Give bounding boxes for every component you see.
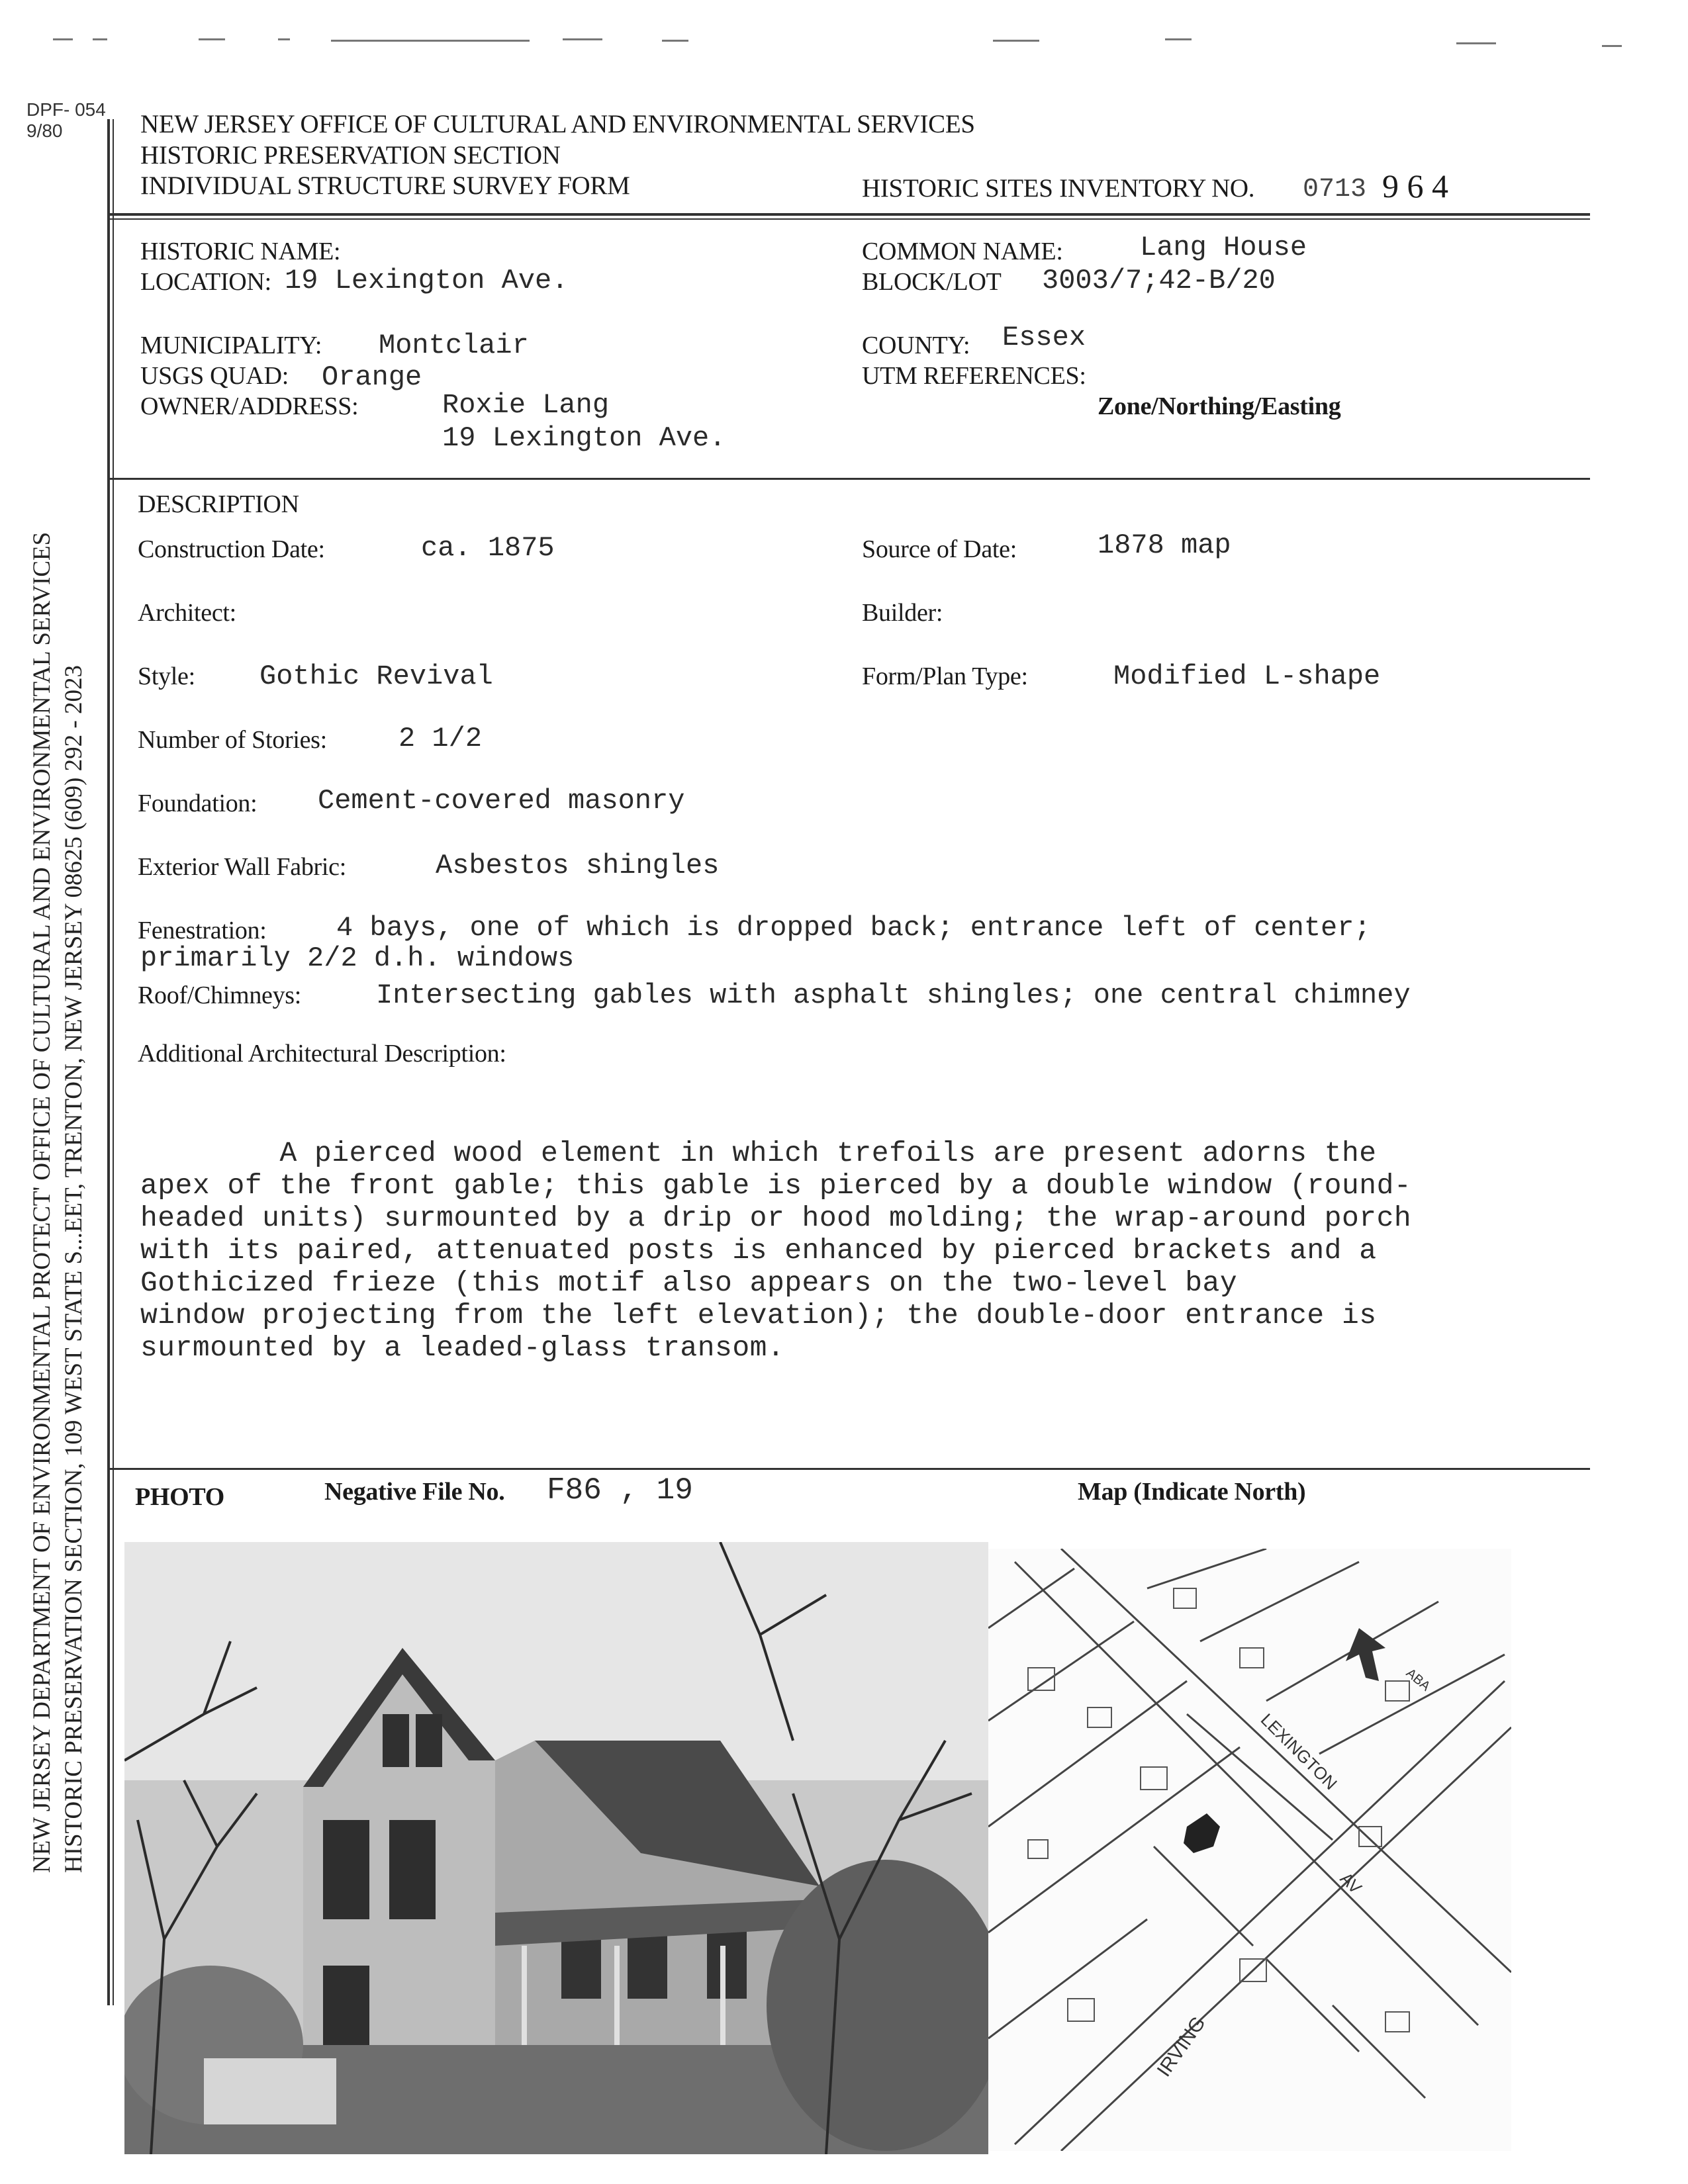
margin-address-line-2: HISTORIC PRESERVATION SECTION, 109 WEST STATE S...EET, TRENTON, NEW JERSEY 08625 (609) 292 - 2023: [60, 665, 87, 1873]
architect-label: Architect:: [138, 599, 236, 627]
form-title: INDIVIDUAL STRUCTURE SURVEY FORM: [140, 171, 630, 200]
usgs-quad-value: Orange: [322, 361, 422, 393]
stories-label: Number of Stories:: [138, 726, 327, 754]
foundation-value: Cement-covered masonry: [318, 785, 685, 817]
form-plan-type-label: Form/Plan Type:: [862, 662, 1028, 690]
common-name-label: COMMON NAME:: [862, 238, 1063, 265]
section-title: HISTORIC PRESERVATION SECTION: [140, 141, 561, 169]
owner-address-label: OWNER/ADDRESS:: [140, 392, 359, 420]
left-rule-outer: [107, 119, 110, 2005]
house-photo: [124, 1542, 988, 2154]
inventory-prefix: 0713: [1303, 175, 1367, 205]
style-value: Gothic Revival: [259, 660, 493, 692]
stories-value: 2 1/2: [399, 723, 483, 754]
location-label: LOCATION:: [140, 268, 271, 296]
map-street-irving: IRVING: [1152, 2012, 1210, 2081]
fenestration-label: Fenestration:: [138, 917, 267, 944]
block-lot-value: 3003/7;42-B/20: [1042, 265, 1276, 296]
additional-description-label: Additional Architectural Description:: [138, 1040, 506, 1068]
construction-date-label: Construction Date:: [138, 535, 325, 563]
utm-zone-label: Zone/Northing/Easting: [1098, 392, 1341, 420]
owner-name-value: Roxie Lang: [442, 389, 610, 421]
additional-description-text: A pierced wood element in which trefoils are present adorns the apex of the front gable; this gable is pierced by a double window (round- headed units) surmounted by a drip or hood molding; the wrap-around porch with its paired, attenuated posts is enhanced by pierced brackets and a Gothicized frieze (this motif also appears on the two-level bay window projecting from the left elevation); the double-door entrance is surmounted by a leaded-glass transom.: [140, 1137, 1412, 1364]
margin-address-line-1: NEW JERSEY DEPARTMENT OF ENVIRONMENTAL PROTECT' OFFICE OF CULTURAL AND ENVIRONMENTAL SERVICES: [28, 531, 56, 1873]
form-code: [26, 99, 106, 142]
map-label: Map (Indicate North): [1078, 1478, 1306, 1506]
location-map: [988, 1549, 1511, 2151]
exterior-wall-label: Exterior Wall Fabric:: [138, 853, 346, 881]
source-of-date-value: 1878 map: [1098, 529, 1231, 561]
roof-chimneys-label: Roof/Chimneys:: [138, 981, 302, 1009]
fenestration-value-1: 4 bays, one of which is dropped back; entrance left of center;: [336, 912, 1371, 944]
scan-noise: [0, 0, 1688, 60]
historic-name-label: HISTORIC NAME:: [140, 238, 341, 265]
location-value: 19 Lexington Ave.: [285, 265, 569, 296]
form-plan-type-value: Modified L-shape: [1113, 660, 1381, 692]
map-street-lexington-av: AV: [1336, 1868, 1366, 1898]
county-label: COUNTY:: [862, 332, 970, 359]
inventory-number: 9 6 4: [1382, 167, 1448, 205]
form-code-number: DPF- 054: [26, 99, 106, 120]
identification-rule: [110, 478, 1590, 480]
county-value: Essex: [1002, 322, 1086, 353]
block-lot-label: BLOCK/LOT: [862, 268, 1002, 296]
exterior-wall-value: Asbestos shingles: [436, 850, 720, 882]
photo-section-rule: [110, 1468, 1590, 1470]
header-rule-thin: [110, 218, 1590, 220]
foundation-label: Foundation:: [138, 790, 258, 817]
common-name-value: Lang House: [1140, 232, 1307, 263]
location-map-drawing: [988, 1549, 1511, 2151]
photo-label: PHOTO: [135, 1483, 225, 1511]
municipality-value: Montclair: [379, 330, 529, 361]
negative-file-value: F86 , 19: [547, 1473, 693, 1508]
description-heading: DESCRIPTION: [138, 490, 299, 518]
house-photo-drawing: [124, 1542, 988, 2154]
map-street-lexington: LEXINGTON: [1256, 1709, 1341, 1794]
fenestration-value-2: primarily 2/2 d.h. windows: [140, 942, 575, 974]
header-rule: [110, 213, 1590, 216]
builder-label: Builder:: [862, 599, 943, 627]
map-lot-tag: ABA: [1403, 1665, 1433, 1694]
roof-chimneys-value: Intersecting gables with asphalt shingles; one central chimney: [376, 979, 1411, 1011]
utm-references-label: UTM REFERENCES:: [862, 362, 1086, 390]
owner-address-value: 19 Lexington Ave.: [442, 422, 726, 454]
construction-date-value: ca. 1875: [421, 532, 555, 564]
usgs-quad-label: USGS QUAD:: [140, 362, 289, 390]
source-of-date-label: Source of Date:: [862, 535, 1017, 563]
style-label: Style:: [138, 662, 195, 690]
inventory-label: HISTORIC SITES INVENTORY NO.: [862, 174, 1255, 203]
negative-file-label: Negative File No.: [324, 1478, 505, 1506]
margin-address: [26, 532, 90, 1873]
form-code-date: 9/80: [26, 120, 63, 141]
municipality-label: MUNICIPALITY:: [140, 332, 322, 359]
agency-title: NEW JERSEY OFFICE OF CULTURAL AND ENVIRONMENTAL SERVICES: [140, 110, 975, 138]
left-rule-inner: [113, 119, 114, 2005]
